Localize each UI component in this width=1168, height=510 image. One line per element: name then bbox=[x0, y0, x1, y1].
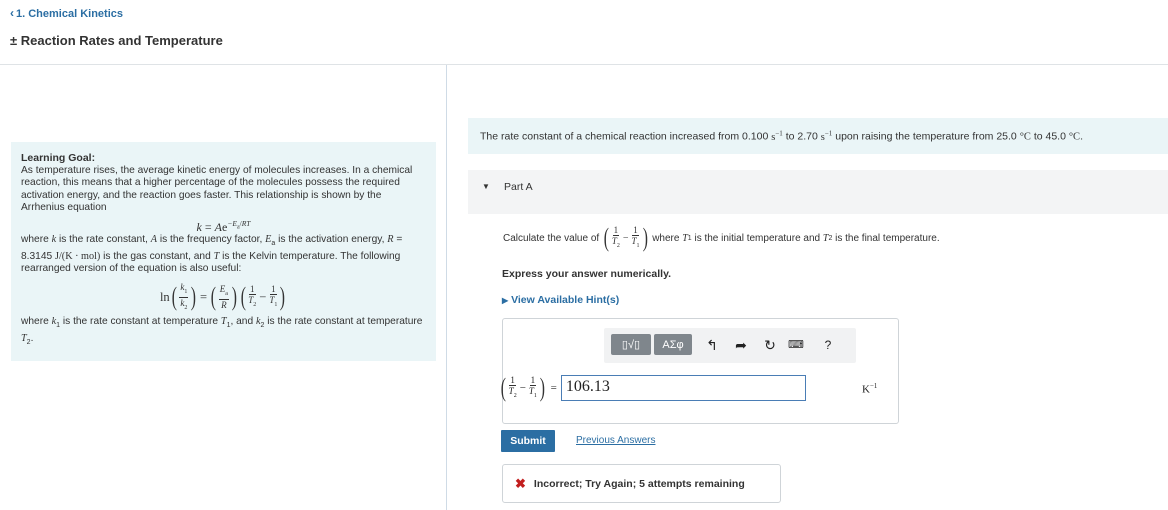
view-hints-link[interactable] bbox=[502, 294, 619, 306]
collapse-triangle-icon: ▼ bbox=[482, 182, 490, 191]
greek-symbols-button[interactable] bbox=[654, 334, 692, 355]
undo-icon[interactable]: ↰ bbox=[706, 337, 718, 353]
answer-unit: $K^{-1}$ bbox=[862, 382, 878, 396]
learning-goal-heading: Learning Goal: bbox=[21, 152, 96, 164]
plus-minus-icon: ± bbox=[10, 33, 18, 48]
part-a-label: Part A bbox=[504, 181, 533, 193]
incorrect-x-icon: ✖ bbox=[515, 475, 526, 491]
problem-statement: The rate constant of a chemical reaction increased from 0.100 $s^{-1}$ to 2.70 $s^{-1}$ upon raising the temperature from 25.0 °C to 45.0 °C. bbox=[468, 118, 1168, 154]
section-title[interactable] bbox=[10, 33, 223, 48]
reset-icon[interactable]: ↻ bbox=[764, 337, 776, 353]
learning-goal-definitions: where k is the rate constant, A is the frequency factor, $E_a$ is the activation energy, R = 8.3145 J/(K · mol) is the gas constant, and T is the Kelvin temperature. The following rearranged version of the equation is also useful: bbox=[21, 234, 403, 275]
learning-goal-note: where $k_1$ is the rate constant at temperature $T_1$, and $k_2$ is the rate constant at temperature $T_2$. bbox=[21, 316, 423, 347]
arrhenius-equation: $k = Ae^{-E_a/RT}$ bbox=[196, 218, 251, 234]
header-divider bbox=[0, 64, 1168, 65]
learning-goal-intro: As temperature rises, the average kinetic energy of molecules increases. In a chemical reaction, this means that a higher percentage of the molecules possess the required activation energy, and the reaction goes faster. This relationship is shown by the Arrhenius equation bbox=[21, 164, 413, 214]
answer-box bbox=[502, 318, 899, 424]
answer-equation-row: ( $\frac{1}{T_2}$ − $\frac{1}{T_1}$ ) = 106.13 bbox=[499, 375, 806, 401]
question-prompt: Calculate the value of ( $\frac{1}{T_2}$ − $\frac{1}{T_1}$ ) where T 1 is the initial temperature and T 2 is the final temperature. bbox=[503, 223, 940, 252]
expand-triangle-icon: ▶ bbox=[502, 296, 509, 305]
breadcrumb-label: 1. Chemical Kinetics bbox=[16, 8, 123, 20]
redo-icon[interactable]: ➦ bbox=[735, 337, 747, 353]
feedback-text: Incorrect; Try Again; 5 attempts remaining bbox=[533, 477, 745, 490]
chevron-left-icon: ‹ bbox=[10, 6, 14, 20]
section-title-label: Reaction Rates and Temperature bbox=[20, 33, 223, 48]
rearranged-arrhenius-equation: ln ( $\frac{k_1}{k_2}$ ) = ( $\frac{E_a}{R}$ ) ( $\frac{1}{T_2}$ − $\frac{1}{T_1}$ ) bbox=[159, 281, 286, 312]
keyboard-icon[interactable]: ⌨ bbox=[788, 339, 804, 351]
part-a-header[interactable] bbox=[468, 170, 1168, 214]
help-button[interactable]: ? bbox=[824, 338, 832, 352]
breadcrumb-link[interactable] bbox=[10, 6, 123, 20]
learning-goal-panel bbox=[11, 142, 436, 361]
answer-format-instruction: Express your answer numerically. bbox=[502, 268, 672, 280]
math-toolbar bbox=[604, 328, 856, 363]
feedback-message bbox=[502, 464, 781, 503]
previous-answers-link[interactable]: Previous Answers bbox=[576, 435, 656, 446]
greek-symbols-label: ΑΣφ bbox=[662, 338, 684, 351]
submit-button[interactable]: Submit bbox=[501, 430, 555, 452]
sqrt-template-icon: ▯√▯ bbox=[621, 339, 641, 351]
templates-button[interactable] bbox=[611, 334, 651, 355]
column-divider bbox=[446, 65, 447, 510]
view-hints-label: View Available Hint(s) bbox=[511, 294, 620, 306]
answer-input[interactable]: 106.13 bbox=[561, 375, 806, 401]
